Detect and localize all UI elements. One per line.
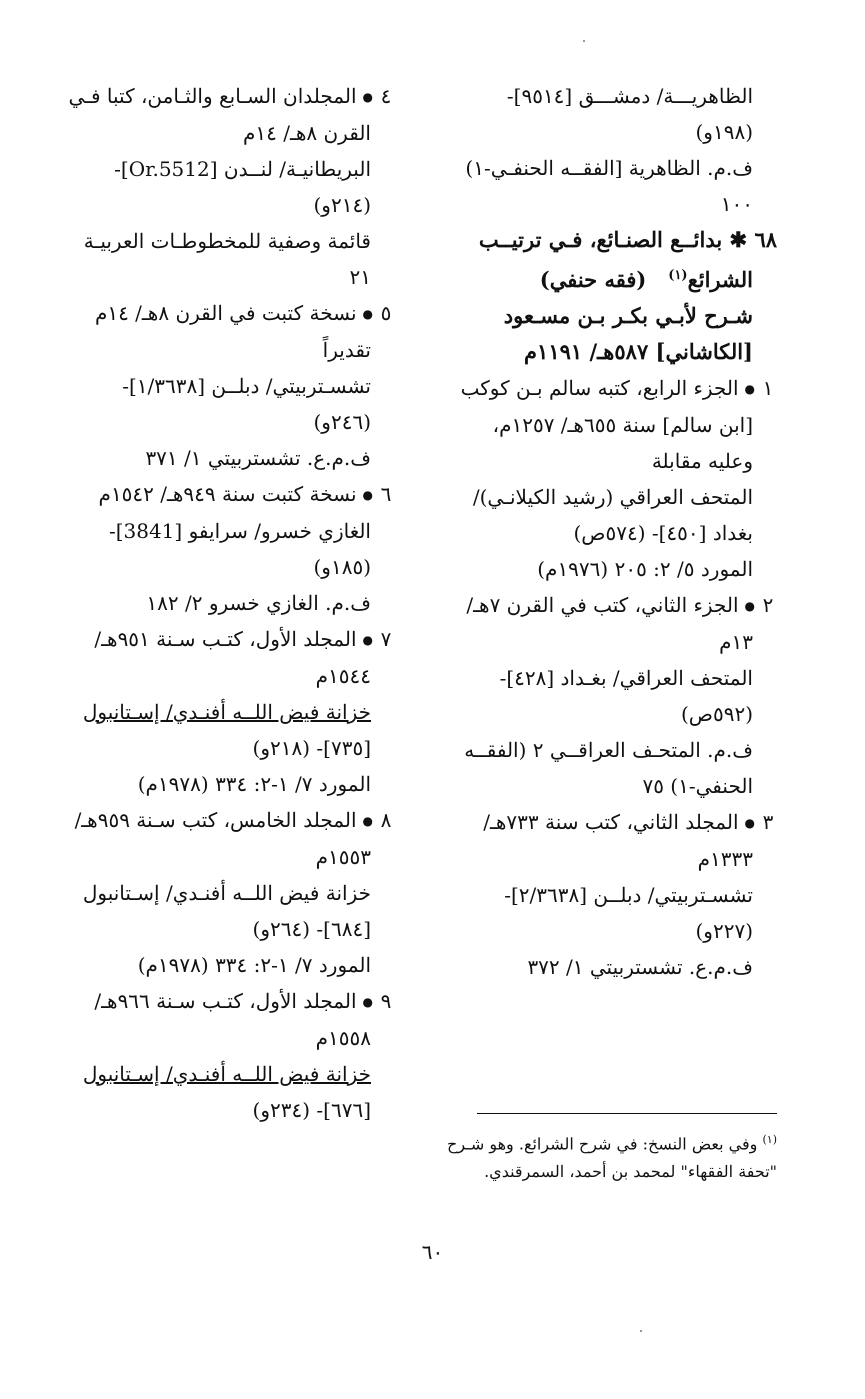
bullet-icon: ●	[362, 90, 373, 104]
item-text: المجلد الأول، كتـب سـنة ٩٦٦هـ/	[94, 989, 357, 1013]
entry-title-part: الشرائع	[687, 267, 753, 292]
item-number: ٧	[380, 627, 392, 651]
bullet-icon: ●	[744, 599, 755, 613]
entry-title-line	[447, 258, 777, 298]
text-line: المتحف العراقي (رشيد الكيلانـي)/	[472, 485, 753, 509]
entry-subject: (فقه حنفي)	[539, 267, 647, 292]
list-item	[447, 370, 777, 407]
item-text: نسخة كتبت سنة ٩٤٩هـ/ ١٥٤٢م	[98, 482, 357, 506]
text-line: ف.م.ع. تشستربيتي ١/ ٣٧٢	[527, 955, 753, 979]
text-line: المورد ٧/ ١-٢: ٣٣٤ (١٩٧٨م)	[137, 772, 371, 796]
entry-author-date: [الكاشاني] ٥٨٧هـ/ ١١٩١م	[524, 339, 753, 364]
text-line: (٢١٤و)	[313, 193, 371, 217]
scan-speck	[640, 1330, 642, 1332]
text-line: ف.م. الغازي خسرو ٢/ ١٨٢	[146, 591, 371, 615]
text-line: (١٨٥و)	[313, 555, 371, 579]
list-item	[447, 804, 777, 841]
bullet-icon: ●	[362, 633, 373, 647]
list-item	[447, 587, 777, 624]
text-line: وعليه مقابلة	[651, 449, 753, 473]
footnote-divider	[477, 1113, 777, 1114]
text-line: خزانة فيض اللــه أفنـدي/ إسـتانبول	[82, 1062, 371, 1086]
footnote-line: "تحفة الفقهاء" لمحمد بن أحمد، السمرقندي.	[484, 1162, 777, 1182]
text-line: [ابن سالم] سنة ٦٥٥هـ/ ١٢٥٧م،	[492, 413, 753, 437]
item-text: المجلد الثاني، كتب سنة ٧٣٣هـ/	[483, 810, 739, 834]
item-number: ٣	[762, 810, 774, 834]
list-item	[55, 621, 395, 658]
text-line: المورد ٧/ ١-٢: ٣٣٤ (١٩٧٨م)	[137, 953, 371, 977]
text-line: [٦٧٦]- (٢٣٤و)	[252, 1098, 371, 1122]
text-line: خزانة فيض اللــه أفنـدي/ إسـتانبول	[82, 881, 371, 905]
scan-speck	[583, 40, 585, 42]
star-icon: ✱	[729, 227, 748, 252]
text-line: ١٣م	[719, 630, 753, 654]
text-line: تقديراً	[322, 338, 371, 362]
footnote-line	[447, 1126, 777, 1158]
text-line: ١٣٣٣م	[697, 847, 753, 871]
item-text: الجزء الثاني، كتب في القرن ٧هـ/	[466, 593, 739, 617]
text-line: (٢٤٦و)	[313, 410, 371, 434]
text-line: ١٥٥٨م	[315, 1026, 371, 1050]
text-line: (١٩٨و)	[695, 120, 753, 144]
text-line: ف.م. الظاهرية [الفقــه الحنفـي-١)	[465, 156, 753, 180]
list-item	[55, 983, 395, 1020]
bullet-icon: ●	[362, 307, 373, 321]
text-line: [٧٣٥]- (٢١٨و)	[252, 736, 371, 760]
text-line: القرن ٨هـ/ ١٤م	[243, 121, 371, 145]
text-line: ٢١	[349, 265, 371, 289]
item-text: نسخة كتبت في القرن ٨هـ/ ١٤م	[94, 301, 357, 325]
item-number: ٦	[380, 482, 392, 506]
item-number: ٩	[380, 989, 392, 1013]
text-line: ١٥٤٤م	[315, 664, 371, 688]
text-line: تشسـتربيتي/ دبلــن [٢/٣٦٣٨]-	[504, 883, 753, 907]
list-item	[55, 295, 395, 332]
bullet-icon: ●	[744, 816, 755, 830]
footnote	[447, 1126, 777, 1186]
text-line: المورد ٥/ ٢: ٢٠٥ (١٩٧٦م)	[537, 557, 753, 581]
right-column	[447, 78, 777, 985]
entry-title: بدائــع الصنـائع، فـي ترتيــب	[478, 227, 723, 252]
text-line: خزانة فيض اللــه أفنـدي/ إسـتانبول	[82, 700, 371, 724]
text-line: الظاهريـــة/ دمشـــق [٩٥١٤]-	[506, 84, 753, 108]
item-text: المجلد الأول، كتـب سـنة ٩٥١هـ/	[94, 627, 357, 651]
left-column	[55, 78, 395, 1128]
item-text: المجلد الخامس، كتب سـنة ٩٥٩هـ/	[74, 808, 357, 832]
text-line: ف.م. المتحـف العراقــي ٢ (الفقــه	[464, 738, 753, 762]
bullet-icon: ●	[362, 814, 373, 828]
entry-number: ٦٨	[754, 227, 777, 252]
text-line: ١٥٥٣م	[315, 845, 371, 869]
text-line: (٢٢٧و)	[695, 919, 753, 943]
list-item	[55, 802, 395, 839]
item-number: ٢	[762, 593, 774, 617]
list-item	[55, 78, 395, 115]
item-number: ٤	[380, 84, 392, 108]
text-line: البريطانيـة/ لنــدن [Or.5512]-	[114, 157, 371, 181]
bullet-icon: ●	[744, 382, 755, 396]
footnote-marker: (١)	[762, 1133, 777, 1146]
text-line: [٦٨٤]- (٢٦٤و)	[252, 917, 371, 941]
item-number: ٥	[380, 301, 392, 325]
bullet-icon: ●	[362, 995, 373, 1009]
text-line: ف.م.ع. تشستربيتي ١/ ٣٧١	[145, 446, 371, 470]
footnote-reference: (١)	[668, 268, 688, 283]
text-line: الغازي خسرو/ سرايفو [3841]-	[108, 519, 371, 543]
item-number: ١	[762, 376, 774, 400]
entry-68-heading	[447, 222, 777, 258]
text-line: قائمة وصفية للمخطوطـات العربيـة	[83, 229, 371, 253]
text-line: المتحف العراقي/ بغـداد [٤٢٨]-	[499, 666, 753, 690]
text-line: بغداد [٤٥٠]- (٥٧٤ص)	[573, 521, 753, 545]
text-line: ١٠٠	[720, 192, 753, 216]
footnote-text: وفي بعض النسخ: في شرح الشرائع. وهو شـرح	[447, 1134, 758, 1154]
page-number: ٦٠	[421, 1240, 444, 1264]
entry-author-line: شـرح لأبـي بكـر بـن مسـعود	[503, 303, 753, 328]
list-item	[55, 476, 395, 513]
text-line: تشسـتربيتي/ دبلــن [١/٣٦٣٨]-	[122, 374, 371, 398]
item-number: ٨	[380, 808, 392, 832]
bullet-icon: ●	[362, 488, 373, 502]
item-text: المجلدان السـابع والثـامن، كتبا فـي	[68, 84, 357, 108]
item-text: الجزء الرابع، كتبه سالم بـن كوكب	[460, 376, 739, 400]
text-line: (٥٩٢ص)	[680, 702, 753, 726]
text-line: الحنفي-١) ٧٥	[642, 774, 753, 798]
